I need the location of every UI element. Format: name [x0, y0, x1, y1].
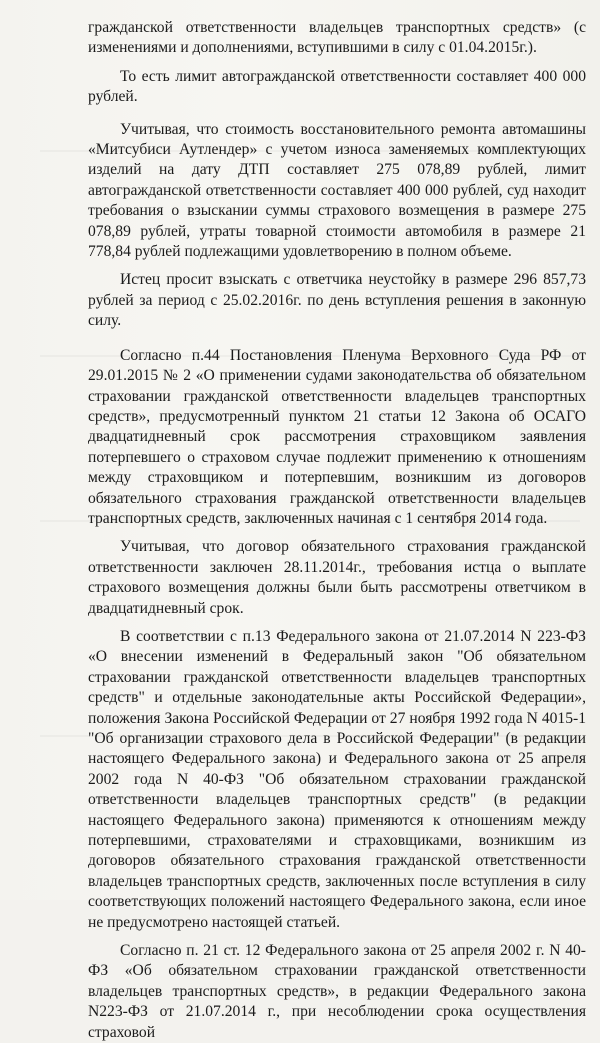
paragraph-limit: То есть лимит автогражданской ответственности составляет 400 000 рублей. [88, 67, 586, 106]
paragraph-article-12: Согласно п. 21 ст. 12 Федерального закона от 25 апреля 2002 г. N 40-ФЗ «Об обязательном страховании гражданской ответственности владельцев транспортных средств», в редакции Федерального закона N223-ФЗ от 21.07.2014 г., при несоблюдении срока осуществления страховой [88, 942, 586, 1041]
paragraph-continuation: гражданской ответственности владельцев транспортных средств» (с изменениями и дополнениями, вступившими в силу с 01.04.2015г.). [88, 19, 586, 57]
paragraph-federal-law-223: В соответствии с п.13 Федерального закона от 21.07.2014 N 223-ФЗ «О внесении изменений в Федеральный закон "Об обязательном страховании гражданской ответственности владельцев транспортных средств" и отдельные законодательные акты Российской Федерации», положения Закона Российской Федерации от 27 ноября 1992 года N 4015-1 "Об организации страхового дела в Российской Федерации" (в редакции настоящего Федерального закона) и Федерального закона от 25 апреля 2002 года N 40-ФЗ "Об обязательном страховании гражданской ответственности владельцев транспортных средств" (в редакции настоящего Федерального закона) применяются к отношениям между потерпевшими, страхователями и страховщиками, возникшим из договоров обязательного страхования гражданской ответственности владельцев транспортных средств, заключенных после вступления в силу соответствующих положений настоящего Федерального закона, если иное не предусмотрено настоящей статьей. [88, 627, 586, 931]
document-body [88, 18, 586, 1043]
paragraph-repair-cost: Учитывая, что стоимость восстановительного ремонта автомашины «Митсубиси Аутлендер» с учетом износа заменяемых комплектующих изделий на дату ДТП составляет 275 078,89 рублей, лимит автогражданской ответственности составляет 400 000 рублей, суд находит требования о взыскании суммы страхового возмещения в размере 275 078,89 рублей, утраты товарной стоимости автомобиля в размере 21 778,84 рублей подлежащими удовлетворению в полном объеме. [88, 120, 586, 261]
paragraph-penalty-claim: Истец просит взыскать с ответчика неустойку в размере 296 857,73 рублей за период с 25.02.2016г. по день вступления решения в законную силу. [88, 271, 586, 330]
paragraph-contract-date: Учитывая, что договор обязательного страхования гражданской ответственности заключен 28.11.2014г., требования истца о выплате страхового возмещения должны были быть рассмотрены ответчиком в двадцатидневный срок. [88, 538, 586, 617]
paragraph-plenum-resolution: Согласно п.44 Постановления Пленума Верховного Суда РФ от 29.01.2015 № 2 «О применении судами законодательства об обязательном страховании гражданской ответственности владельцев транспортных средств», предусмотренный пунктом 21 статьи 12 Закона об ОСАГО двадцатидневный срок рассмотрения страховщиком заявления потерпевшего о страховом случае подлежит применению к отношениям между страховщиком и потерпевшим, возникшим из договоров обязательного страхования гражданской ответственности владельцев транспортных средств, заключенных начиная с 1 сентября 2014 года. [88, 346, 586, 527]
